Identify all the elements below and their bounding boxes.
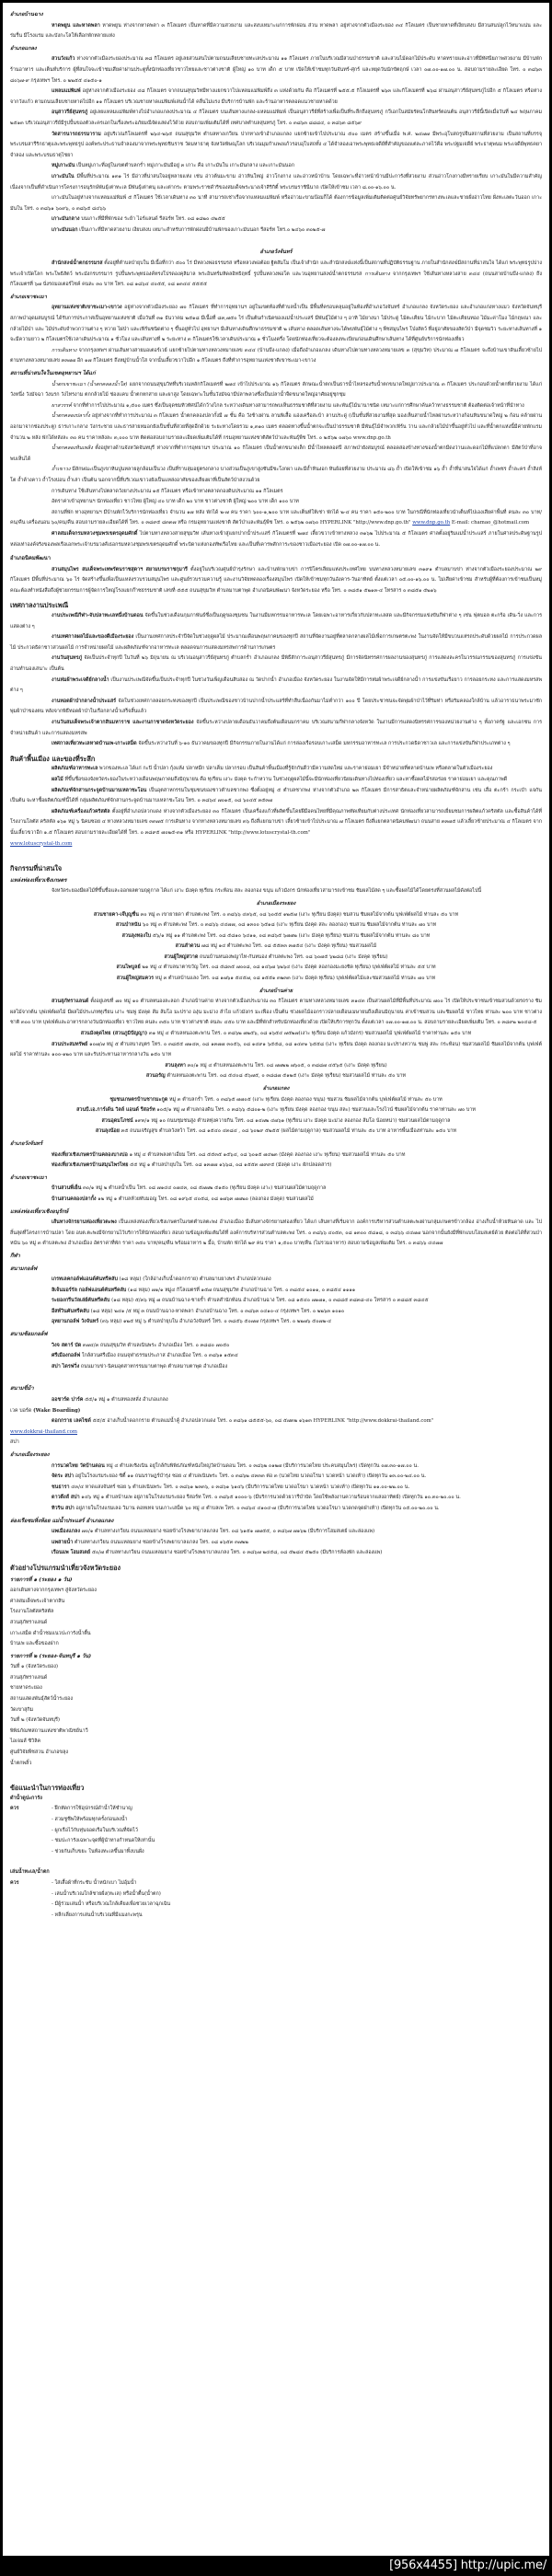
list-item xyxy=(10,1061,542,1072)
should-label xyxy=(10,1847,52,1858)
list-item xyxy=(10,974,542,985)
item-title: สวนผู้ใหญ่สมควร xyxy=(116,976,155,982)
list-item xyxy=(10,1116,542,1127)
item-text: ๕๕/๑ หมู่ ๑ ตำบลทองหลั่ง อำเภอแกลง xyxy=(83,1397,168,1404)
list-item xyxy=(10,1362,542,1373)
list-item xyxy=(10,1275,542,1286)
section-heading-activities: กิจกรรมที่น่าสนใจ xyxy=(10,864,63,873)
item-text: ๕๕ หมู่ ๑ ตำบลป่ายุบใน โทร. ๐๘ ๑๓๗๗ ๑๖๖๘, ๐๘ ๑๕๕๓ ๗๙๙๕ (มังคุด เงาะ ผักปลอดสาร) xyxy=(128,1162,332,1169)
list-item xyxy=(10,1184,542,1195)
raft-list xyxy=(10,1527,542,1559)
advice-row xyxy=(10,1836,542,1847)
advice-text: - เล่นน้ำบริเวณใกล้ชายฝั่ง(ทะเล) หรือน้ำตื้น(น้ำตก) xyxy=(52,1890,161,1897)
should-label: ควร xyxy=(10,1806,19,1812)
item-title: ชนธารา xyxy=(52,1484,70,1490)
district-heading: อำเภอวังจันทร์ xyxy=(10,1140,43,1147)
item-title: สวนมังคุดไทย (สวนภูมิปัญญา) xyxy=(80,1031,148,1037)
list-item xyxy=(10,1105,542,1116)
item-text: ๓๑ หมู่ ๔ ตำบลหนองตะพาน โทร. ๐ ๓๘๖๒ ๗๒๕๖, ๐๘ ๑๖๕๔ ๗๕๒๗(เงาะ ทุเรียน มังคุด แก้วมังกร) ชมสวนผลไม้ บุฟเฟ่ต์ผลไม้ ราคาท่านละ ๑๕๐ บาท xyxy=(147,1031,472,1037)
item-title: สวนลุงทองใบ xyxy=(121,932,152,939)
list-item xyxy=(10,1351,542,1362)
list-item xyxy=(10,653,542,675)
item-title: ออชาร์ด ปาร์ค xyxy=(52,1397,84,1404)
farm-list xyxy=(10,910,542,985)
paragraph: เกาะมันในอยู่ห่างจากแหลมแม่พิมพ์ ๕ กิโลเมตร ใช้เวลาเดินทาง ๓๐ นาที สามารถเช่าเรือจากแหลมแม่พิมพ์ หรืออ่าวมะขามป้อมก็ได้ ต้องการข้อมูลเพิ่มเติมติดต่อศูนย์วิจัยทรัพยากรทางทะเลและชายฝั่งอ่าวไทย ฝั่งทะเลตะวันออก เกาะมันใน โทร. ๐ ๓๘๖๑ ๖๐๙๖, ๐ ๓๘๖๕ ๘๔๖๖ xyxy=(10,195,542,212)
list-item xyxy=(10,1071,542,1082)
paragraph: สถานที่พัก ทางอุทยานฯ มีบ้านพักไว้บริการนักท่องเที่ยว จำนวน ๑๗ หลัง พักได้ ๒-๗ คน ราคา ๖๐๐-๑,๒๐๐ บาท และเต็นท์ให้เช่า พักได้ ๒-๔ คน ราคา ๑๕๐-๒๐๐ บาท ในกรณีที่นักท่องเที่ยวนำเต็นท์ไปเองเสียค่าพื้นที่ คนละ ๓๐ บาท/คน/คืน เครื่องนอน ๖๐/คน/คืน สอบถามรายละเอียดได้ที่ โทร. ๐ ๓๘๙๕ ๘๓๓๗ หรือ กรมอุทยานแห่งชาติ สัตว์ป่าและพันธุ์พืช โทร. ๐ ๒๕๖๒ ๐๗๖๐ HYPERLINK "http://www.dnp.go.th" www.dnp.go.th E-mail: chamao_@hotmail.com xyxy=(10,509,542,526)
item-text: เป็นงานเทศกาลประจำปีจัดในช่วงฤดูผลไม้ ประมาณเดือนพฤษภาคมของทุกปี สถานที่จัดงานอยู่ที่ตลาดกลางผลไม้เพื่อการเกษตรตะพง ในงานจัดให้มีขบวนแห่รถประดับด้วยผลไม้ การประกวดผลไม้ ประกวดธิดาชาวสวนผลไม้ การจำหน่ายผลไม้ และผลิตภัณฑ์จากอาหารทะเล ตลอดจนการแสดงมหรสพการด้านการเกษตร xyxy=(10,634,542,651)
advice-row xyxy=(10,1878,542,1889)
list-item: ศาลสมเด็จพระเจ้าตากสิน xyxy=(10,1598,65,1604)
advice-text: - หลีกเลี่ยงการเล่นน้ำบริเวณที่มีแมงกะพรุน xyxy=(52,1912,143,1918)
paragraph: สวนวังแก้ว ห่างจากตัวเมืองระยองประมาณ ๓๘ กิโลเมตร อยู่เลยสวนสนไปตามถนนเลียบชายทะเลประมาณ ๑๑ กิโลเมตร ภายในบริเวณมีสวนป่าธรรมชาติ และสวนไม้ดอกไม้ประดับ หาดทรายและอ่าวที่มีทัศนียภาพสวยงาม มีบ้านพัก ร้านอาหาร และเต็นท์บริการ ผู้ที่สนใจจะเข้าชมเสียค่าผ่านประตูทั้งนักท่องเที่ยวชาวไทยและชาวต่างชาติ ผู้ใหญ่ ๑๐ บาท เด็ก ๕ บาท เปิดให้เข้าชมทุกวันจันทร์-ศุกร์ และหยุดวันนักขัตฤกษ์ เวลา ๐๗.๐๐-๑๗.๐๐ น. สอบถามรายละเอียด โทร. ๐ ๓๘๖๓ ๘๐๖๗-๙ กรุงเทพฯ โทร. ๐ ๒๒๕๕ ๔๑๕๐-๑ xyxy=(10,56,542,84)
paragraph: น้ำตกคลองหินเพลิง ตั้งอยู่ทางด้านจังหวัดจันทบุรี ห่างจากที่ทำการอุทยานฯ ประมาณ ๑๐ กิโลเมตร เป็นน้ำตกขนาดเล็ก มีน้ำไหลตลอดปี สภาพป่ายังสมบูรณ์ ตลอดสองข้างทางของน้ำตกมีดงว่านและดอกไม้ที่แปลกตา มีสัตว์ป่าที่อาจพบเห็นได้ xyxy=(10,445,542,462)
section-heading-advice: ข้อแนะนำในการท่องเที่ยว xyxy=(10,1784,85,1793)
item-title: สวนลำดวน xyxy=(175,943,201,950)
item-title: สวนอุดมโภชน์ xyxy=(101,1117,133,1124)
list-item xyxy=(10,941,542,953)
list-item: น้ำตกพลิ้ว xyxy=(10,1760,32,1766)
item-title: งานประเพณีกีฬา-จับปลาทะเลหนึ่งบ้านดอน xyxy=(52,613,144,619)
district-heading: อำเภอแกลง xyxy=(262,1086,290,1092)
item-title: ผลิตภัณฑ์จักสานกระจูดบ้านมาบเหลาชะโอน xyxy=(52,787,147,793)
list-item xyxy=(10,1416,542,1427)
paragraph: การเดินทาง ใช้เส้นทางไปตลาดวังยางประมาณ ๑๕ กิโลเมตร หรือเข้าทางตลาดกองดินประมาณ ๑๑ กิโลเมตร xyxy=(52,488,283,494)
advice-row xyxy=(10,1889,542,1900)
list-item xyxy=(10,632,542,653)
item-text: ๓๐/๑ หมู่ ๔ ตำบลหนองตะพาน โทร. ๐๘ ๗๗๒๒ ๗๖๐๕, ๐ ๓๘๘๗ ๔๕๖๕ (เงาะ มังคุด ทุเรียน) xyxy=(185,1062,387,1069)
subheading-golf: สนามกอล์ฟ xyxy=(10,1265,38,1272)
item-title: อุทยานกอล์ฟ วังจันทร์ xyxy=(52,1319,99,1325)
paragraph: เกาะมันนอก เป็นเกาะที่มีหาดสวยงาม เงียบสงบ เหมาะสำหรับการพักผ่อนมีบ้านพักของเกาะมันนอก รีสอร์ท โทร.๐ ๒๔๖๐ ๓๐๒๕-๗ xyxy=(52,226,326,233)
subheading-swim: เล่นน้ำทะเล/น้ำตก xyxy=(10,1869,50,1876)
item-title: จัดระ สปา xyxy=(52,1473,75,1480)
district-heading: อำเภอวังจันทร์ xyxy=(259,249,293,256)
district-heading: อำเภอเมืองระยอง xyxy=(256,900,296,907)
paragraph: อัตราค่าเข้าอุทยานฯ นักท่องเที่ยว ชาวไทย ผู้ใหญ่ ๔๐ บาท เด็ก ๒๐ บาท ชาวต่างชาติ ผู้ใหญ่ ๒๐๐ บาท เด็ก ๑๐๐ บาท xyxy=(52,499,299,505)
list-item: โรงงานโลตัสคริสตัล xyxy=(10,1609,54,1615)
list-item xyxy=(10,1126,542,1138)
district-heading: อำเภอบ้านฉาง xyxy=(10,12,43,17)
paragraph: เกาะมันใน มีพื้นที่ประมาณ ๑๓๑ ไร่ มีอ่าวที่น่าสนใจอยู่หลายแห่ง เช่น อ่าวต้นมะขาม อ่าวหินใหญ่ อ่าวโกงกาง และอ่าวหน้าบ้าน โดยเฉพาะที่อ่าวหน้าบ้านมีปะการังที่สวยงาม ส่วนอ่าวโกงกางมีทรายเรียบ เกาะมันในมีความสำคัญเนื่องจากเป็นที่ดำเนินการโครงการอนุรักษ์พันธุ์เต่าทะเล มีพันธุ์เต่าตนุ และเต่ากระ ตามพระราชดำริของสมเด็จพระนางเจ้าสิริกิติ์ พระบรมราชินีนาถ เปิดให้เข้าชม เวลา ๘.๐๐-๑๖.๐๐ น. xyxy=(10,173,542,191)
list-item xyxy=(10,775,542,786)
subheading: แหล่งท่องเที่ยวเชิงอนุรักษ์ xyxy=(10,1208,69,1215)
advice-row xyxy=(10,1826,542,1837)
list-item xyxy=(10,1029,542,1040)
subheading-diving: ดำน้ำดูปะการัง xyxy=(10,1795,42,1801)
watermark: [956x4455] http://upic.me/ xyxy=(389,2559,546,2572)
item-text: ใกล้สวนศรีเมือง ถนนจุฬาธรรมประภาส อำเภอเมือง โทร. ๐ ๓๘๖๑ ๑๕๓๔ xyxy=(80,1353,238,1359)
subheading: สถานที่น่าสนใจในเขตอุทยานฯ ได้แก่ xyxy=(10,371,96,376)
paragraph: เกาะมันกลาง บนเกาะที่มีที่พักของ ระย้า ไอร์แลนด์ รีสอร์ท โทร. ๐๘ ๑๘๒๐ ๔๒๕๕ xyxy=(52,216,225,223)
should-label xyxy=(10,1900,52,1911)
dokkrai-link[interactable]: www.dokkrai-thailand.com xyxy=(10,1428,78,1435)
paragraph: สำนักสงฆ์น้ำตกธรรมรส ตั้งอยู่ที่ตำบลป่ายุบใน มีเนื้อที่กว่า ๕๐๐ ไร่ มีหลวงพ่อธรรมรส หรือหลวงพ่อต้อย ฐิตสัมโม เป็นเจ้าสำนัก และสำนักสงฆ์แห่งนี้เป็นสถานที่ปฏิบัติธรรมฐาน ภายในสำนักสงฆ์มีสถานที่น่าสนใจ ได้แก่ พระพุทธรูปปางพระเจ้าเปิดโลก พระโพธิสัตว์ พระมังกรบรรมาร รูปปั้นพระพุทธองค์ทรงโปรดองคุลิมาล พระอินทร์มหิดลอิทธิฤทธิ์ รูปปั้นหลวงพ่อโต และวนอุทยานสงฆ์น้ำตกธรรมรส การเดินทาง จากกรุงเทพฯ ใช้เส้นทางหลวงสาย ๓๔๔ (ถนนสายบ้านบึง-แกลง) ถึงกิโลเมตรที่ ๖๗ นั่งรถมอเตอร์ไซค์ คนละ ๓๐ บาท โทร. ๐๘ ๑๘๖๔ ๔๐๕๕, ๐๘ ๑๓๔๔ ๕๕๕๕ xyxy=(10,260,543,288)
item-text: ๓๐/๑ หมู่ ๒ ตำบลน้ำเป็น โทร. ๐๘ ๗๑๔๔ ๐๗๔๓, ๐๘ ๕๗๗๒ ๕๑๕๐ (ทุเรียน มังคุด เงาะ) ชมสวนผลไม้ตามฤดูกาล xyxy=(81,1185,327,1192)
list-item xyxy=(10,1548,542,1559)
item-title: แพเมืองแกลง xyxy=(52,1529,80,1535)
swim-advice-list xyxy=(10,1878,542,1921)
item-text: ตั้งอยู่ที่อำเภอปลวกแดง ห่างจากตัวเมืองระยอง ๓๐ กิโลเมตร เป็นเครื่องแก้วที่ผลิตขึ้นโดยฝีมือคนไทยที่มีคุณภาพทัดเทียมกับต่างประเทศ นักท่องเที่ยวสามารถเยี่ยมชมการผลิตแก้วคริสตัล และซื้อสินค้าได้ที่โรงงานโลตัส คริสตัล ๑๖๑ หมู่ ๖ นิคมซอย ๔ ทางหลวงหมายเลข ๓๓๗๕ การเดินทาง จากทางหลวงหมายเลข ๓๖ ถึงสี่แยกมาบข่า เลี้ยวซ้ายเข้าไปประมาณ ๗ กิโลเมตร ถึงสี่แยกตลาดนิคมพัฒนา ถนนสาย ๓๓๗๕ แล้วเลี้ยวซ้ายประมาณ ๔ กิโลเมตร จากนั้นเลี้ยวขวาอีก ๑.๕ กิโลเมตร สอบถามรายละเอียดได้ที่ โทร. ๐ ๓๘๙๕ ๗๐๒๕-๓๑ หรือ HYPERLINK "http://www.lotuscrystal-th.com" xyxy=(10,808,542,836)
list-item xyxy=(10,786,542,807)
item-title: เกรทเลคกอล์ฟแอนด์คันทรีคลับ xyxy=(52,1276,118,1283)
subheading: แหล่งท่องเที่ยวเชิงเกษตร xyxy=(10,877,67,884)
item-text: จัดขึ้นระหว่างปลายเดือนธันวาคมถึงต้นเดือนมกราคม บริเวณสนามกีฬากลางจังหวัด ในงานมีการแสดงนิทรรศการของหน่วยงานต่าง ๆ ทั้งภาครัฐ และเอกชน การจำหน่ายสินค้า และการแสดงมหรสพ xyxy=(10,720,542,736)
item-text: (๑๘ หลุม) ๕/๓๖ หมู่ ๗ ถนนบ้านฉาง-ชายร้ำ ตำบลสำนักท้อน อำเภอบ้านฉาง โทร. ๐๘ ๑๕๔๐ ๗๑๗๑, ๐ ๓๘๘๕ ๓๘๓๘-๔๐ โทรสาร ๐ ๓๘๘๕ ๓๘๔๕ xyxy=(109,1298,429,1304)
paragraph: อนุสาวรีย์สุนทรภู่ อยู่เลยแหลมแม่พิมพ์ทางไปอำเภอแกลงประมาณ ๔ กิโลเมตร บนเส้นทางแกลง-แหลมแม่พิมพ์ เป็นอนุสาวรีย์ที่สร้างเพื่อเป็นที่ระลึกถึงสุนทรภู่ กวีเอกในสมัยรัตนโกสินทร์ตอนต้น อนุสาวรีย์นี้เปิดเมื่อวันที่ ๒๔ พฤษภาคม ๒๕๑๓ บริเวณอนุสาวรีย์มีรูปปั้นของตัวละครเอกในเรื่องพระอภัยมณีจัดแสดงไว้ด้วย สอบถามเพิ่มเติมได้ที่ เทศบาลตำบลสุนทรภู่ โทร. ๐ ๓๘๖๓ ๘๘๘๔, ๐ ๓๘๖๓ ๘๕๖๙ xyxy=(10,110,542,126)
item-title: ทิวริน สปา xyxy=(52,1505,75,1511)
paragraph: ศาลสมเด็จกรมหลวงชุมพรเขตรอุดมศักดิ์ ไปตามทางหลวงสายสุขุมวิท เส้นทางเข้าสู่แยกปากน้ำประแสร์ กิโลเมตรที่ ๒๗๔ เลี้ยวขวาเข้าทางหลวง ๓๑๖๒ ไปประมาณ ๕ กิโลเมตร ศาลตั้งอยู่ริมแม่น้ำประแสร์ ภายในศาลประดิษฐานรูปหล่อเท่าองค์จริงของพลเรือเอกพระเจ้าบรมวงศ์เธอกรมหลวงชุมพรเขตรอุดมศักดิ์ พระบิดาแห่งกองทัพเรือไทย และเป็นที่เคารพสักการะของชาวเมืองระยอง เปิด ๐๗.๐๐-๑๗.๐๐ น. xyxy=(10,530,542,548)
item-title: วิงจ สตาร์ บัด xyxy=(52,1342,82,1348)
item-title: งานวันสุนทรภู่ xyxy=(52,655,83,662)
item-text: จัดขึ้นระหว่างวันที่ ๖-๑๐ ธันวาคมของทุกปี มีกิจกรรมภายในงานได้แก่ การล่องเรือรอบเกาะเสม็ด มหกรรมอาหารทะเล การประกวดธิดาชาวเล และการแข่งขันกีฬาประเภทต่าง ๆ xyxy=(136,741,511,747)
image-host-footer xyxy=(0,2556,552,2576)
item-text: (๓๖ หลุม) ๑๒๕ หมู่ ๖ ตำบลป่ายุบใน อำเภอวังจันทร์ โทร. ๐ ๓๘๕๖ ๕๐๗๗ กรุงเทพฯ โทร. ๐ ๒๒๗๖ ๕๐๗๒-๔ xyxy=(98,1319,332,1325)
wake-list xyxy=(10,1416,542,1427)
should-label: ควร xyxy=(10,1879,19,1886)
district-heading: อำเภอเขาชะเมา xyxy=(10,294,47,300)
list-item xyxy=(10,1461,542,1473)
item-text: ๔๓/๔ หาดแสงจันทร์ ซอย ๖ ตำบลเนินพระ โทร. ๐ ๓๘๖๑ ๒๓๓๖, ๐ ๓๘๖๑ ๖๑๔๖ (มีบริการนวดไทย นวดอโรมา นวดหน้า นวดเท้า) เปิดทุกวัน ๑๑.๐๐-๒๒.๐๐ น. xyxy=(69,1484,410,1490)
document-body xyxy=(3,3,549,1921)
item-text: จัดเป็นประจำทุกปี ในวันที่ ๒๖ มิถุนายน ณ บริเวณอนุสาวรีย์สุนทรภู่ ตำบลกร่ำ อำเภอแกลง มีพิธีสักการะอนุสาวรีย์สุนทรภู่ มีการจัดนิทรรศการผลงานของสุนทรภู่ การแสดงละครในวรรณกรรมของสุนทรภู่ การแข่งขันอ่านทำนองเสนาะ เป็นต้น xyxy=(10,655,542,673)
item-title: การนวดไทย วัดบ้านดอน xyxy=(52,1462,105,1469)
item-text: ๗๐/๑ ตำบลทางเกวียน ถนนแหลมยาง ซอยข้างโรงพยาบาลแกลง โทร. ๐๘ ๖๑๕๑ ๗๗๕๕, ๐ ๓๘๖๗ ๗๑๖๒ (มีบริการโฮมสเตย์ และล่องแพ) xyxy=(79,1529,375,1535)
item-text: ๑๐๗/๗ หมู่ ๕ ตำบลบางบุตร โทร. ๐ ๓๘๕๕ ๗๑๔๓, ๐๘ ๑๓๗๗ ๓๐๕๖, ๐๘ ๑๔๙๑ ๖๕๕๘, ๐๘ ๑๔๙๑ ๖๕๕๘ (เงาะ ทุเรียน มังคุด ลองกอง มะปรางหวาน ชมพู่ สละ กระท้อน) ชมสวนผลไม้ ชิมผลไม้จากต้น บุฟเฟ่ต์ผลไม้ ราคาท่านละ ๑๐๐-๑๒๐ บาท และรับประทานอาหารกลางวัน ๑๕๐ บาท xyxy=(10,1041,542,1058)
item-title: สวนสุภัทราแลนด์ xyxy=(52,999,89,1005)
list-item xyxy=(10,997,542,1029)
paragraph: อุทยานแห่งชาติเขาชะเมา-เขาวง อยู่ห่างจากตัวเมืองระยอง ๗๐ กิโลเมตร ที่ทำการอุทยานฯ อยู่ในเขตท้องที่ตำบลน้ำเป็น มีพื้นที่ครอบคลุมอยู่ในท้องที่อำเภอวังจันทร์ อำเภอแกลง จังหวัดระยอง และอำเภอแก่งหางแมว จังหวัดจันทบุรี สภาพป่าอุดมสมบูรณ์ ได้รับการประกาศเป็นอุทยานแห่งชาติ เมื่อวันที่ ๓๑ ธันวาคม ๒๕๑๘ มีเนื้อที่ ๘๓,๗๕๐ ไร่ เป็นต้นกำเนิดของแม่น้ำประแสร์ มีพันธุ์ไม้ต่าง ๆ อาทิ ไม้ยางนา ไม้ประดู่ ไม้ตะเคียน ไม้กะบาก ไม้ตะเคียนทอง ไม้มะค่าโมง ไม้กฤษณา และกล้วยไม้ป่า และ ไม้ประดับจำพวกว่านต่าง ๆ หวาย ไผ่ป่า และเฟิร์นชนิดต่าง ๆ ขึ้นอยู่ทั่วไป อุทยานฯ มีเส้นทางเดินศึกษาธรรมชาติ ๒ เส้นทาง ตลอดเส้นทางจะได้พบพันธุ์ไม้ต่าง ๆ พืชสมุนไพร โป่งสัตว์ ที่อยู่อาศัยของสัตว์ป่า มีจุดชมวิว ระยะทางเส้นทางที่ ๑ จะมีความยาว ๒ กิโลเมตรใช้เวลาเดินประมาณ ๑ ชั่วโมง และเส้นทางที่ ๒ ระยะทาง ๓ กิโลเมตรใช้เวลาเดินประมาณ ๑ ชั่วโมงครึ่ง โดยนักท่องเที่ยวจะต้องลงทะเบียนก่อนเดินศึกษาเส้นทาง ได้ที่ศูนย์บริการนักท่องเที่ยว xyxy=(10,305,542,343)
farm-list xyxy=(10,997,542,1082)
item-text: (๑๘ หลุม) ๗๑/๑ หมู่๔ กิโลเมตรที่ ๑๕๗ ถนนสุขุมวิท อำเภอบ้านฉาง โทร. ๐ ๓๘๕๔ ๑๐๑๑, ๐ ๓๘๕๔ ๑๑๑๑ xyxy=(126,1287,356,1293)
item-text: ๑๒ หมู่ ๑ ตำบลห้วยทับมอญ โทร. ๐๘ ๑๙๖๕ ๔๐๕๘, ๐๘ ๑๗๖๓ ๗๗๒๐ (ลองกอง มังคุด) ชมสวนผลไม้ xyxy=(96,1196,314,1202)
diving-advice-list xyxy=(10,1804,542,1857)
farm-list xyxy=(10,1095,542,1138)
list-item: วัดเขาสุกิม xyxy=(10,1706,34,1713)
advice-row xyxy=(10,1815,542,1826)
item-title: ผลิตภัณฑ์เครื่องแก้วคริสตัล xyxy=(52,808,110,814)
item-text: อยู่ในโรงแรมระยอง ซิตี้ ๑๑ ถนนราษฎร์บำรุง ซอย ๔ ตำบลเนินพระ โทร. ๐ ๓๘๖๒ ๔๓๓๓ ต่อ ๓ (นวดไทย นวดอโรมา นวดหน้า นวดเท้า) เปิดทุกวัน ๑๓.๐๐-๒๔.๐๐ น. xyxy=(74,1473,427,1480)
route-title: รายการที่ ๒ (ระยอง-จันทบุรี ๑ วัน) xyxy=(10,1653,92,1659)
advice-text: - สวมชูชีพให้พร้อมทุกครั้งก่อนลงน้ำ xyxy=(52,1817,128,1822)
list-item: ชายหาดระยอง xyxy=(10,1685,42,1692)
paragraph xyxy=(10,839,542,850)
item-text: ๕๕/๕ อ่างเก็บน้ำดอกกราย ตำบลแม่น้ำคู้ อำเภอปลวกแดง โทร. ๐ ๓๘๖๑ ๘๕๕๕-๖๐, ๐๘ ๕๗๓๒ ๑๖๑๓ HYPERLINK "http://www.dokkrai-thailand.com" xyxy=(90,1418,434,1425)
advice-row xyxy=(10,1900,542,1911)
item-title: แพสายน้ำ xyxy=(52,1539,74,1545)
list-item xyxy=(10,1483,542,1494)
item-title: ลิเจ้นมอร์รัล กอล์ฟแอนด์คันทรีคลับ xyxy=(52,1287,127,1293)
route2-day1-list xyxy=(10,1673,542,1715)
festival-list xyxy=(10,611,542,750)
advice-text: - ชมปะการังเฉพาะจุดที่ผู้นำทางกำหนดให้เท่านั้น xyxy=(52,1838,155,1844)
item-title: สวนชายคา-เจ๊บุญชื่น xyxy=(93,911,139,918)
list-item: สวนสุภัทราแลนด์ xyxy=(10,1674,48,1681)
item-text: ๓๕ ถนนเจริญสุข ตำบลวังหว้า โทร. ๐๘ ๑๕๔๐ ๔๓๘๔ , ๐๘ ๖๐๒๙ ๕๒๕๕ (ผลไม้ตามฤดูกาล) ชมสวนผลไม้ ท่านละ ๕๐ บาท อาหารพื้นเมืองท่านละ ๑๕๐ บาท xyxy=(119,1128,457,1135)
advice-row xyxy=(10,1911,542,1922)
route-title: รายการที่ ๑ (ระยอง ๑ วัน) xyxy=(10,1577,73,1583)
paragraph: ถ้ำเขาวง มีลักษณะเป็นภูเขาหินปูนหลายลูกล้อมเป็นวง เป็นที่ราบลุ่มอยู่ตรงกลาง บางส่วนเป็นภูเขาสูงชันมีชะโงกผา และมีถ้ำหินงอก หินย้อยที่สวยงาม ประมาณ ๘๖ ถ้ำ เปิดให้เข้าชม ๑๖ ถ้ำ ถ้ำที่น่าสนใจได้แก่ ถ้ำเพชร ถ้ำละคร ถ้ำสิงห์โต ถ้ำค้างคาว ถ้ำโรงบ่อน ถ้ำเล่า เป็นต้น นอกจากนี้ที่บริเวณเขาวงยังเป็นแหล่งอาศัยของเลียงผาที่เป็นสัตว์ป่าสงวนด้วย xyxy=(10,467,542,483)
item-title: ระยองกรีนวัลเล่ย์คันทรีคลับ xyxy=(52,1298,110,1304)
item-title: งานเทศกาลผลไม้และของดีเมืองระยอง xyxy=(52,634,134,641)
subheading-wake: เวค บอร์ด (Wake Boarding) xyxy=(10,1407,81,1414)
paragraph: น้ำตกเขาชะเมา (น้ำตกคลองน้ำใส) แยกจากถนนสุขุมวิทที่บริเวณหลักกิโลเมตรที่ ๒๗๔ เข้าไปประมาณ ๑๖ กิโลเมตร ลักษณะน้ำตกเป็นธารน้ำไหลรองรับน้ำตกขนาดใหญ่ยาวประมาณ ๓ กิโลเมตร ประกอบด้วยน้ำตกที่สวยงาม ได้แก่ วังหนึ่ง วังมัจฉา วังนรก วังไทรงาม ตกกล้วยไม้ ช่องแคบ น้ำตกหกสาย และผาสูง โดยเฉพาะในชั้นวังมัจฉามีปลาพลวงซึ่งเป็นปลาน้ำจืดขนาดใหญ่อาศัยอยู่ชุกชุม xyxy=(10,381,542,399)
item-text: ๕๐/๗ ตำบลทางเกวียน ถนนแหลมยาง ซอยข้างโรงพยาบาลแกลง โทร. ๐ ๓๘๖๗ ๒๔๕๘, ๐๘ ๕๒๘๔ ๕๒๕๐ (มีบริการห้องพัก และล่องแพ) xyxy=(90,1550,383,1556)
list-item xyxy=(10,1307,542,1318)
item-text: ตำบลหนองตะพาน โทร. ๐๘ ๕๔๐๘ ๕๖๗๕, ๐ ๓๘๘๗ ๕๑๒๕ (เงาะ มังคุด ทุเรียน) ชมสวนผลไม้ ท่านละ ๕๐ บาท xyxy=(165,1073,407,1080)
farm-list xyxy=(10,1184,542,1205)
day-label: วันที่ ๑ (จังหวัดระยอง) xyxy=(10,1664,59,1670)
item-title: งานทอดผ้าป่ากลางน้ำประแสร์ xyxy=(52,698,117,704)
list-item xyxy=(10,611,542,632)
item-text: เป็นงานประเพณีจัดขึ้นเป็นประจำทุกปี ในช่วงวันเพ็ญเดือนสิบสอง ณ วัดปากน้ำ อำเภอเมือง จังหวัดระยอง ในงานจัดให้มีการห่มผ้าพระเจดีย์กลางน้ำ การแข่งขันเรือยาว การลอยกระทง และการแสดงมหรสพต่าง ๆ xyxy=(10,676,542,694)
advice-text: - ใส่เสื้อผ้าที่กระชับ น้ำหนักเบา ไม่อุ้มน้ำ xyxy=(52,1879,137,1886)
list-item xyxy=(10,1195,542,1206)
item-title: สวนไพบูลย์ xyxy=(116,965,141,971)
advice-text: - ช่วยกันเก็บขยะ ในท้องทะเลขึ้นมาทิ้งบนฝั่ง xyxy=(52,1848,144,1854)
list-item xyxy=(10,1493,542,1504)
list-item xyxy=(10,1472,542,1483)
item-title: ชุมชนเกษตรบ้านชากมะกูด xyxy=(109,1096,168,1103)
item-text: หมู่ ๔ ตำบลเชิงเนิน อยู่ใกล้กับพิพิธภัณฑ์หนังใหญ่วัดบ้านดอน โทร. ๐ ๓๘๖๒ ๐๑๒๗ (มีบริการนวดไทย ประคบสมุนไพร) เปิดทุกวัน ๐๗.๓๐-๑๗.๐๐ น. xyxy=(104,1462,419,1469)
list-item xyxy=(10,931,542,942)
list-item xyxy=(10,697,542,718)
item-text: อยู่ภายในโรงแรมเลอ วิมาน คอทเทจ บนเกาะเสม็ด ๖๐ หมู่ ๔ ตำบลเพ โทร. ๐ ๓๘๖๔ ๔๑๐๔-๗ (มีบริการนวดไทย นวดอโรมา นวดกดจุดฝ่าเท้า) เปิดทุกวัน ๐๕.๐๐-๒๐.๐๐ น. xyxy=(74,1505,440,1511)
should-label xyxy=(10,1889,52,1900)
item-text: ๓๗๔/๓ ถนนสุขุมวิท ตำบลเนินพระ อำเภอเมือง โทร. ๐ ๓๘๘๐ ๗๐๕๐ xyxy=(81,1342,230,1348)
item-title: สวนผู้ใหญ่สวาด xyxy=(164,953,199,960)
subheading-golf-range: สนามซ้อมกอล์ฟ xyxy=(10,1332,48,1338)
item-title: สปา ไดรฟวิ่ง xyxy=(52,1363,80,1369)
item-title: สวนอรัญ xyxy=(145,1073,166,1080)
list-item xyxy=(10,920,542,931)
list-item xyxy=(10,910,542,921)
dnp-link[interactable]: www.dnp.go.th xyxy=(412,520,451,526)
list-item: ไอเจมส์ ซิวิลิค xyxy=(10,1739,41,1745)
item-text: ถนนบ้านหนองพญาไท-กันหนอง ตำบลตะพง โทร. ๐๘ ๖๐๗๕ ๖๒๘๘ (เงาะ มังคุด ทุเรียน) xyxy=(198,953,388,960)
item-text: ที่ขึ้นชื่อของจังหวัดระยองในระหว่างเดือนพฤษภาคมถึงมิถุนายน คือ ทุเรียน เงาะ มังคุด ระกำหวาน ในช่วงฤดูผลไม้นี้จะมีนักท่องเที่ยวนิยมเดินทางไปท่องเที่ยว และหาซื้อผลไม้รสอร่อย ราคาย่อมเยา และคุณภาพดี xyxy=(63,776,508,782)
list-item xyxy=(10,1395,542,1406)
paragraph: วัดสารนารถธรรมาราม อยู่บริเวณกิโลเมตรที่ ๒๖๔-๒๖๕ ถนนสุขุมวิท ตำบลทางเกวียน ปากทางเข้าอำเภอแกลง แยกซ้ายเข้าไปประมาณ ๕๐๐ เมตร สร้างขึ้นเมื่อ พ.ศ. ๒๔๗๗ มีพระอุโบสถรูปจีนสถานที่สวยงาม เป็นสถานที่บรรจุพระบรมสารีริกธาตุและพระพุทธรูป องค์พระประธานจำลองมาจากพระพุทธชินราช วัดมหาธาตุ จังหวัดพิษณุโลก บริเวณมุมกำแพงแก้วรอบอุโบสถทั้ง ๔ ได้จำลองเอาพระพุทธเจดีย์ที่สำคัญของแต่ละภาคไว้คือ พระปฐมเจดีย์ พระธาตุพนม พระเจดีย์พุทธคยาจำลอง และพระบรมธาตุไชยา xyxy=(10,131,542,158)
route1-list xyxy=(10,1586,542,1650)
list-item xyxy=(10,1504,542,1515)
item-text: ๕๖/๑ หมู่ ๑๑ ตำบลตะพง โทร. ๐๘ ๕๘๑๐ ๖๔๑๑, ๐๘ ๓๘๖๕ ๖๗๗๒ (เงาะ มังคุด ทุเรียน) ชมสวน ชิมผลไม้จากต้น ท่านละ ๘๐ บาท xyxy=(151,932,431,939)
list-item xyxy=(10,739,542,750)
list-item xyxy=(10,1538,542,1549)
item-title: สวนประสมทรัพย์ xyxy=(52,1041,88,1047)
item-text: ๖๐ หมู่ ๓ ตำบลตะพง โทร. ๐ ๓๘๖๖ ๔๔๗๗, ๐๘ ๑๓๐๐ ๖๕๑๘ (เงาะ ทุเรียน มังคุด สละ ลองกอง) ชมสวน ชิมผลไม้จากต้น ท่านละ ๗๐ บาท xyxy=(141,922,437,929)
section-heading-souvenirs: สินค้าพื้นเมือง และของที่ระลึก xyxy=(10,754,96,763)
list-item: บ้านเพ และซื้อของฝาก xyxy=(10,1641,59,1647)
section-heading-program: ตัวอย่างโปรแกรมนำเที่ยวจังหวัดระยอง xyxy=(10,1563,121,1572)
item-title: ศรีเมืองกอล์ฟ xyxy=(52,1353,81,1359)
item-title: เรือนแพ โฮมสเตย์ xyxy=(52,1550,91,1556)
item-text: จัดขึ้นในช่วงเดือนกุมภาพันธ์ซึ่งเป็นฤดูของชุมชน ในงานมีมหกรรมอาหารทะเล โดยเฉพาะอาหารเกี่ยวกับปลาทะเลสด และมีกิจกรรมแข่งขันกีฬาต่าง ๆ เช่น ฟุตบอล ตะกร้อ เดิน-วิ่ง และการแสดงต่าง ๆ xyxy=(10,613,542,630)
list-item xyxy=(10,1150,542,1161)
subheading-raft: ล่องเรือชมหิ่งห้อย แม่น้ำประแสร์ อำเภอแกลง xyxy=(10,1518,114,1524)
paragraph: หาดพยูน และหาดพลา หาดพยูน ห่างจากหาดพลา ๓ กิโลเมตร เป็นหาดที่มีความสวยงาม และสงบเหมาะแก่การพักผ่อน ส่วน หาดพลา อยู่ห่างจากตัวเมืองระยอง ๓๔ กิโลเมตร เป็นชายหาดที่เงียบสงบ มีสวนสนปลูกไว้หนาแน่น และร่มรื่น มีโรงแรม และบังกะโลให้เลือกพักหลายแห่ง xyxy=(10,22,542,40)
paragraph: สวนสมุนไพร สมเด็จพระเทพรัตนราชสุดาฯ สยามบรมราชกุมารี ตั้งอยู่ในบริเวณศูนย์บำรุงรักษา และบ้านพักมาบข่า การปิโตรเลียมแห่งประเทศไทย บนทางหลวงหมายเลข ๓๑๙๑ ตำบลมาบข่า ห่างจากตัวเมืองระยองประมาณ ๒๙ กิโลเมตร มีพื้นที่ประมาณ ๖๐ ไร่ จัดสร้างขึ้นเพื่อเป็นแหล่งรวบรวมสมุนไพร และศูนย์รวบรวมความรู้ และงานวิจัยทดลองเรื่องสมุนไพร เปิดให้เข้าชมทุกวันอังคาร-วันอาทิตย์ ตั้งแต่เวลา ๐๕.๐๐-๑๖.๐๐ น. ไม่เสียค่าเข้าชม สำหรับผู้ที่ต้องการเข้าชมเป็นหมู่คณะต้องทำหนังสือถึงผู้ช่วยกรรมการผู้จัดการใหญ่โรงแยกก๊าซธรรมชาติ เลขที่ ๕๕๕ ถนนสุขุมวิท ตำบลมาบตาพุด อำเภอนิคมพัฒนา จังหวัดระยอง หรือ โทร. ๐ ๓๘๕๑ ๕๒๑๓-๔ โทรสาร ๐ ๓๘๕๑ ๕๒๑๖ xyxy=(10,566,543,594)
item-text: หมู่ ๓ ตำบลบ้านแลง โทร. ๐๘ ๑๗๖๑ ๕๔๕๗, ๐๘ ๑๕๕๑ ๓๒๓๓ (เงาะ มังคุด ทุเรียน) บุฟเฟ่ต์ผลไม้และชมสวนผลไม้ ท่านละ ๗๐ บาท xyxy=(154,976,436,982)
spa-list xyxy=(10,1461,542,1515)
item-title: สวนบี.เอ.การ์เด้น วิลล์ แอนด์ รีสอร์ท xyxy=(76,1107,155,1114)
list-item: เกาะเสม็ด ดำน้ำชมแนวปะการังน้ำตื้น xyxy=(10,1630,91,1636)
item-title: ผลิตภัณฑ์อาหารทะเล xyxy=(52,766,98,772)
list-item xyxy=(10,953,542,964)
advice-row xyxy=(10,1847,542,1858)
golf-list xyxy=(10,1275,542,1328)
subheading-sports: กีฬา xyxy=(10,1253,20,1259)
list-item xyxy=(10,1341,542,1352)
list-item xyxy=(10,1527,542,1538)
agro-groups xyxy=(10,899,542,1206)
item-text: ๓๐ หมู่ ๓ เขายายดา ตำบลตะพง โทร. ๐ ๓๘๖๖ ๔๓๖๕, ๐๘ ๖๐๕๕ ๑๒๕๗ (เงาะ ทุเรียน มังคุด) ชมสวน ชิมผลไม้จากต้น บุฟเฟ่ต์ผลไม้ ท่านละ ๕๐ บาท xyxy=(138,911,459,918)
list-item xyxy=(10,1161,542,1172)
item-text: (๑๘ หลุม) ๒๔๑ /๕ หมู่ ๓ ถนนบ้านฉาง-หาดพลา อำเภอบ้านฉาง โทร. ๐ ๓๘๖๓ ๐๔๑๐-๔ กรุงเทพฯ โทร. ๐ ๒๒๖๓ ๑๐๑๐ xyxy=(88,1308,345,1314)
list-item: ศูนย์วิจัยพืชสวน อำเภอขลุง xyxy=(10,1750,69,1756)
paragraph: ผาสวรรค์ จากที่ทำการไปประมาณ ๑,๕๐๐ เมตร ซึ่งเป็นจุดชมทิวทัศน์ได้กว้างไกล ระหว่างเดินทางสามารถพบเห็นธรรมชาติที่สวยงาม และพันธุ์ไม้นานาชนิด เหมาะแก่การศึกษาค้นคว้าทางธรรมชาติ ต้องติดต่อเจ้าหน้าที่นำทาง xyxy=(52,402,524,409)
item-text: ๗๘ หมู่ ๑๔ ตำบลตะพง โทร. ๐๘ ๕๕๓๓ ๓๗๕๔ (เงาะ มังคุด ทุเรียน) ชมสวนผลไม้ xyxy=(200,943,377,950)
district-heading: อำเภอเมืองระยอง xyxy=(10,1452,50,1458)
item-title: ดอกกราย เลคไซด์ xyxy=(52,1418,91,1425)
document-page xyxy=(3,3,549,2556)
item-text: (๑๘ หลุม) (ใกล้อ่างเก็บน้ำดอกกราย) ตำบลมาบยางพร อำเภอปลวกแดง xyxy=(117,1276,271,1283)
list-item xyxy=(10,1286,542,1297)
golf-range-list xyxy=(10,1341,542,1373)
item-title: สวนป่าหนัน xyxy=(115,922,142,929)
list-item: สถานแสดงพันธุ์สัตว์น้ำระยอง xyxy=(10,1696,74,1703)
item-title: ผลไม้ xyxy=(52,776,63,782)
list-item xyxy=(10,676,542,697)
lotuscrystal-link[interactable]: www.lotuscrystal-th.com xyxy=(10,840,73,847)
list-item xyxy=(10,963,542,974)
should-label xyxy=(10,1836,52,1847)
district-heading: อำเภอแกลง xyxy=(10,45,37,52)
list-item: สวนสุภัทราแลนด์ xyxy=(10,1619,48,1625)
item-title: อีสท์วินคันทรีคลับ xyxy=(52,1308,89,1314)
horse-list xyxy=(10,1395,542,1406)
item-text: ๑ หมู่ ๔ ตำบลพลงตาเอี่ยม โทร. ๐๘ ๕๕๓๕ ๑๕๖๔, ๐๘ ๖๐๑๕ ๗๔๒๓ (มังคุด ลองกอง เงาะ ทุเรียน) ชมสวนผลไม้ ท่านละ ๕๐ บาท xyxy=(127,1151,406,1158)
list-item xyxy=(10,1317,542,1328)
list-item: พิพิธภัณฑสถานแห่งชาติพาณิชย์นาวี xyxy=(10,1727,88,1734)
item-title: สวนลุงทา xyxy=(165,1062,186,1069)
list-item xyxy=(10,1040,542,1061)
subheading-spa: สปา xyxy=(10,1439,19,1446)
subheading-horse: สนามขี่ม้า xyxy=(10,1386,34,1392)
paragraph: หมู่เกาะมัน เป็นหมู่เกาะที่อยู่ในเขตตำบลกร่ำ หมู่เกาะมันมีอยู่ ๓ เกาะ คือ เกาะมันใน เกาะมันกลาง และเกาะมันนอก xyxy=(52,163,294,169)
list-item xyxy=(10,764,542,775)
district-heading: อำเภอเขาชะเมา xyxy=(10,1174,47,1181)
should-label xyxy=(10,1826,52,1837)
item-title: ท่องเที่ยวเชิงเกษตรบ้านสมุนไพรไทย xyxy=(52,1162,129,1169)
route2-day2-list xyxy=(10,1727,542,1769)
item-text: ตำบลทางเกวียน ถนนแหลมยาง ซอยข้างโรงพยาบาลแกลง โทร. ๐๘ ๑๖๕๓ ๓๗๒๒ xyxy=(73,1539,248,1545)
list-item xyxy=(10,807,542,839)
list-item xyxy=(10,1095,542,1106)
item-title: บ้านสวนคลองปลากั้ง xyxy=(52,1196,97,1202)
item-text: เป็นอุตสาหกรรมในชุมชนของชาวตำบลชากพง ซึ่งตั้งอยู่หมู่ ๕ ตำบลชากพง ห่างจากตัวอำเภอ ๒๓ กิโลเมตร มีการสาธิตและจำหน่ายผลิตภัณฑ์จักสาน เช่น เสื่อ ตะกร้า กระเป๋า แจกัน เป็นต้น จะหาซื้อผลิตภัณฑ์นี้ได้ที่ กลุ่มผลิตภัณฑ์จักสานกระจูดบ้านมาบเหลาชะโอน โทร. ๐ ๓๘๖๔ ๗๐๑๕, ๐๘ ๖๐๔๕ ๓๕๓๗ xyxy=(10,787,542,804)
list-item xyxy=(10,1296,542,1307)
item-title: บ้านสวนพี่เย็น xyxy=(52,1185,82,1192)
item-title: งานห่มผ้าพระเจดีย์กลางน้ำ xyxy=(52,676,109,683)
item-title: สวนลุงน้อย xyxy=(95,1128,120,1135)
farm-list xyxy=(10,1150,542,1172)
paragraph: การเดินทาง จากกรุงเทพฯ ผ่านเส้นทางสายมอเตอร์เวย์ แยกซ้ายไปตามทางหลวงหมายเลข ๓๔๔ (บ้านบึง-แกลง) เมื่อถึงอำเภอแกลง เดินทางไปตามทางหลวงหมายเลข ๓ (สุขุมวิท) ประมาณ ๗ กิโลเมตร จะถึงบ้านเขาดินเลี้ยวซ้ายไปตามทางหลวงหมายเลข ๓๓๗๗ อีก ๑๗ กิโลเมตร ถึงหมู่บ้านน้ำใส จากนั้นเลี้ยวขวาไปอีก ๑ กิโลเมตร ถึงที่ทำการอุทยานแห่งชาติเขาชะเมา-เขาวง xyxy=(10,347,542,364)
item-title: ท่องเที่ยวเชิงเกษตรบ้านคลองบางบ่อ xyxy=(52,1151,128,1158)
advice-text: - มีผู้ร่วมเล่นน้ำ หรือบริเวณใกล้เคียงเพื่อช่วยเวลาฉุกเฉิน xyxy=(52,1901,171,1908)
item-text: ๑๙๓/๑ หมู่ ๑๐ ถนนชุมชนสูง ตำบลทุ่งควายกิน โทร. ๐๘ ๑๔๗๒ ๔๗๖๑ (ทุเรียน เงาะ มังคุด มะม่วง ลองกอง ส้มโอ น้อยหน่า) ชมสวนผลไม้ตามฤดูกาล xyxy=(132,1117,451,1124)
item-text: ๑๔๖ หมู่ ๑ ตำบลบ้านเพ อยู่ภายในโรงแรมระยอง รีสอร์ท โทร. ๐ ๓๘๖๕ ๑๐๐๐-๖ (มีบริการนวดด้วยวารีบำบัด โดยใช้พลังงานความร้อนจากแสงอาทิตย์) เปิดทุกวัน ๑๐.๓๐-๒๐.๐๐ น. xyxy=(79,1495,461,1501)
district-heading: อำเภอนิคมพัฒนา xyxy=(10,556,51,562)
item-text: ถนนมาบข่า-นิคมอุตสาหกรรมมาบตาพุด ตำบลมาบตาพุด อำเภอเมือง xyxy=(79,1363,228,1369)
item-text: ๒๑ หมู่ ๔ ตำบลนาตาขวัญ โทร. ๐๘ ๕๘๓๕ ๗๐๐๘, ๐๘ ๑๔๖๗ ๖๒๖๔ (เงาะ มังคุด ลองกองมะยงชิด ทุเรียน) บุฟเฟ่ต์ผลไม้ ท่านละ ๕๕ บาท xyxy=(140,965,436,971)
item-text: พวกของทะเล ได้แก่ กะปิ น้ำปลา กุ้งแห้ง ปลาหมึก ปลาเค็ม ปลากรอบ เป็นสินค้าพื้นเมืองที่รู้จักกันดีว่ามีความสดใหม่ และราคาย่อมเยา มีจำหน่ายที่ตลาดบ้านเพ หรือตลาดในตัวเมืองระยอง xyxy=(98,766,493,772)
advice-row xyxy=(10,1804,542,1815)
paragraph: เส้นทางจักรยานท่องเที่ยวตะพง เป็นแหล่งท่องเที่ยวเชิงเกษตรในเขตตำบลตะพง อำเภอเมือง มีเส้นทางจักรยานท่องเที่ยว ได้แก่ เส้นทางที่เริ่มจาก องค์การบริหารส่วนตำบลตะพงผ่านกลุ่มเกษตรข้าวกล้อง อ่างเก็บน้ำห้วยหินดาด และ ไปสิ้นสุดที่โครงการบ้านปลา โดย อบต.ตะพงมีจักรยานไว้บริการให้นักท่องเที่ยว สอบถามข้อมูลเพิ่มเติมได้ที่ องค์การบริหารส่วนตำบลตะพง โทร. ๐ ๓๘๖๖ ๔๐๕๓, ๐๘ ๑๓๐๐ ๕๘๑๘, ๐ ๓๘๖๖ ๔๔๗๗ นอกจากนั้นยังมีที่พักแบบโฮมสเตย์ด้วย ติดต่อได้ที่สวนป่าหนัน ๖๐ หมู่ ๓ ตำบลตะพง อำเภอเมือง อัตราค่าที่พัก ราคา ๓๕๐ บาท/คน/คืน พร้อมอาหาร ๒ มื้อ, บ้านพัก พักได้ ๒๙ คน ราคา ๑,๕๐๐ บาท/คืน (ไม่รวมอาหาร) สอบถามข้อมูลเพิ่มเติม โทร. ๐ ๓๘๖๖ ๔๔๗๗ xyxy=(10,1219,542,1247)
item-text: ๑๐๕/๑ หมู่ ๗ ตำบลกองดิน โทร. ๐ ๓๘๖๖ ๕๘๐๑-๒ (เงาะ ทุเรียน มังคุด ลองกอง ขนุน สละ) ชมสวนและโรงไวน์ ชิมผลไม้จากต้น ราคาท่านละ ๗๐ บาท xyxy=(155,1107,476,1114)
item-title: เทศกาลเที่ยวทะเลหาดบ้านเพ-เกาะเสม็ด xyxy=(52,741,137,747)
advice-text: - ผูกเรือไว้กับทุ่นจอดเรือในบริเวณที่จัดไว้ xyxy=(52,1827,138,1833)
should-label xyxy=(10,1815,52,1826)
souvenir-list xyxy=(10,764,542,838)
paragraph xyxy=(10,1427,542,1438)
paragraph: แหลมแม่พิมพ์ อยู่ห่างจากตัวเมืองระยอง ๔๘ กิโลเมตร จากถนนสุขุมวิทมีทางแยกขวาไปแหลมแม่พิมพ์ถึง ๓ แห่งด้วยกัน คือ กิโลเมตรที่ ๒๕๕.๕ กิโลเมตรที่ ๒๖๓ และกิโลเมตรที่ ๒๖๘ ผ่านอนุสาวรีย์สุนทรภู่ไปอีก ๕ กิโลเมตร หรือห่างจากวังแก้ว ตามถนนเลียบชายหาดไปอีก ๑๑ กิโลเมตร บริเวณชายหาดแม่พิมพ์เล่นน้ำได้ คลื่นไม่แรง มีบริการบ้านพัก และร้านอาหารตลอดแนวชายหาดด้วย xyxy=(10,88,542,105)
paragraph: น้ำตกคลองปลากั้ง อยู่ห่างจากที่ทำการประมาณ ๓ กิโลเมตร น้ำตกคลองปลากั้งมี ๗ ชั้น คือ วังช้างผ่าน ลานพิเสื้อ แอ่งเครือสะบ้า ลานประดู่ (เป็นชั้นที่สวยงามที่สุด มองเห็นสายน้ำไหลผ่านระหว่างก้อนหินขนาดใหญ่ ๒ ก้อน คล้ายผ่านออกมาจากช่องประตู) ธารเกาะกลาง วังกระชาย และธารสายหมอกยังเป็นชั้นที่สวยที่สุดอีกด้วย ระยะทางโดยรวม ๑,๓๑๐ เมตร ตลอดทางขึ้นน้ำตกจะเป็นป่าธรรมชาติ มีพันธุ์ไม้จำพวกเฟิร์น ว่าน และกล้วยไม้ป่าขึ้นอยู่ทั่วไป และที่น้ำตกแห่งนี้มีค่ายพักแรม จำนวน ๒ หลัง พักได้หลังละ ๓๐ คน ราคาหลังละ ๓,๐๐๐ บาท ติดต่อสอบถามรายละเอียดเพิ่มเติมได้ที่ กรมอุทยานแห่งชาติสัตว์ป่าและพันธุ์พืช โทร. ๐ ๒๕๖๒ ๐๗๖๐ www.dnp.go.th xyxy=(10,413,542,441)
list-item: ออกเดินทางจากกรุงเทพฯ สู่จังหวัดระยอง xyxy=(10,1588,97,1594)
item-title: งานวันสมเด็จพระเจ้าตากสินมหาราช และงานกาชาดจังหวัดระยอง xyxy=(52,720,194,725)
district-heading: อำเภอบ้านค่าย xyxy=(259,988,293,994)
item-text: ตั้งอยู่เลขที่ ๗๐ หมู่ ๑๐ ตำบลหนองละลอก อำเภอบ้านค่าย ห่างจากตัวเมืองประมาณ ๓๐ กิโลเมตร ตามทางหลวงหมายเลข ๓๑๔๓ เป็นสวนผลไม้ที่มีพื้นที่ประมาณ ๗๐๐ ไร่ เปิดให้ประชาชนเข้าชมสวนด้วยรถราง ชิมผลไม้จากต้น บุฟเฟ่ต์ผลไม้ มีผลไม้ประเภททุเรียน เงาะ ชมพู่ มังคุด ส้ม ส้มโอ มะปราง องุ่น มะม่วง ลำไย แก้วมังกร มะเฟือง เป็นต้น ช่วงผลไม้ออกราวปลายเดือนเมษายนถึงเดือนมิถุนายน ค่าเข้าชมสวน และชิมผลไม้ ชาวไทย ท่านละ ๒๐๐ บาท ชาวต่างชาติ ๓๐๐ บาท บุฟเฟ่ต์และอาหารกลางวันนักท่องเที่ยว ชาวไทย คนละ ๓๕๐ บาท ชาวต่างชาติ คนละ ๔๕๐ บาท และมีที่พักสำหรับนักท่องเที่ยวด้วย เปิดให้บริการทุกวัน ตั้งแต่เวลา ๐๗.๐๐-๑๗.๐๐ น. สอบถามรายละเอียดเพิ่มเติม โทร. ๐ ๓๘๙๒ ๒๐๔๘-๕ xyxy=(10,999,542,1026)
item-title: ดาวดึงส์ สปา xyxy=(52,1495,80,1501)
should-label xyxy=(10,1911,52,1922)
section-heading-festivals: เทศกาลงานประเพณี xyxy=(10,601,69,610)
day-label: วันที่ ๒ (จังหวัดจันทบุรี) xyxy=(10,1717,61,1724)
item-text: จัดในช่วงเทศกาลลอยกระทงของทุกปี เป็นประเพณีของชาวบ้านปากน้ำประแสร์ที่ทำสืบเนื่องกันมาไม่ต่ำกว่า ๑๐๐ ปี โดยประชาชนจะจัดพุ่มผ้าป่าไว้ที่ริมท่า หรือริมคลองใกล้บ้าน แล้วอาราธนาพระมาชักพุ่มผ้าป่าของตน หลังจากพิธีทอดผ้าป่าในเรือกลางน้ำเสร็จสิ้นแล้ว xyxy=(10,698,542,715)
item-text: หมู่ ๓ ตำบลกร่ำ โทร. ๐ ๓๘๖๕ ๗๗๐๕ (เงาะ ทุเรียน มังคุด ลองกอง ขนุน) ชมสวน ชิมผลไม้จากต้น บุฟเฟ่ต์ผลไม้ ท่านละ ๕๐ บาท xyxy=(167,1096,443,1103)
paragraph: จังหวัดระยองมีผลไม้ที่ขึ้นชื่อและออกผลตามฤดูกาล ได้แก่ เงาะ มังคุด ทุเรียน กระท้อน สละ ลองกอง ขนุน แก้วมังกร นักท่องเที่ยวสามารถเข้าชม ชิมผลไม้สด ๆ และซื้อผลไม้ได้โดยตรงที่สวนผลไม้ดังต่อไปนี้ xyxy=(52,888,482,895)
advice-text: - ฝึกหัดการใช้อุปกรณ์ดำน้ำให้ชำนาญ xyxy=(52,1806,132,1812)
list-item xyxy=(10,718,542,739)
